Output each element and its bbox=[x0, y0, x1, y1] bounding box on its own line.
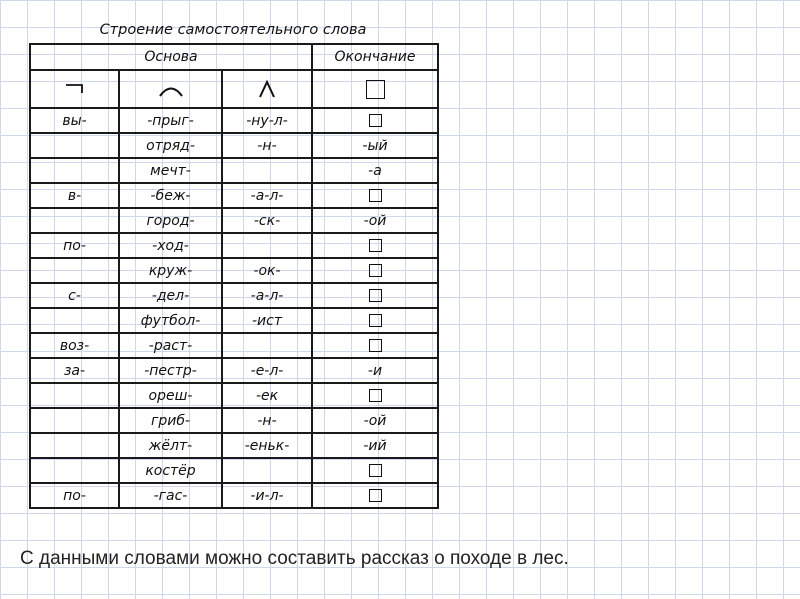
prefix-cell: воз- bbox=[30, 333, 119, 358]
root-cell: -ход- bbox=[119, 233, 222, 258]
header-row bbox=[30, 44, 438, 70]
prefix-symbol-cell bbox=[30, 70, 119, 108]
ending-cell bbox=[312, 458, 438, 483]
root-cell: круж- bbox=[119, 258, 222, 283]
root-cell: костёр bbox=[119, 458, 222, 483]
prefix-cell: за- bbox=[30, 358, 119, 383]
root-cell: -беж- bbox=[119, 183, 222, 208]
empty-ending-box-icon bbox=[369, 239, 382, 252]
root-symbol-icon bbox=[156, 80, 186, 98]
prefix-cell: в- bbox=[30, 183, 119, 208]
suffix-cell: -еньк- bbox=[222, 433, 312, 458]
suffix-cell: -ск- bbox=[222, 208, 312, 233]
table-row bbox=[30, 408, 438, 433]
suffix-cell: -ек bbox=[222, 383, 312, 408]
table-title: Строение самостоятельного слова bbox=[99, 22, 367, 38]
suffix-cell: -а-л- bbox=[222, 283, 312, 308]
empty-ending-box-icon bbox=[369, 264, 382, 277]
prefix-cell bbox=[30, 408, 119, 433]
empty-ending-box-icon bbox=[369, 489, 382, 502]
ending-symbol-cell bbox=[312, 70, 438, 108]
table-row bbox=[30, 308, 438, 333]
prefix-cell bbox=[30, 433, 119, 458]
suffix-symbol-icon bbox=[256, 79, 278, 99]
table-row bbox=[30, 458, 438, 483]
prefix-cell bbox=[30, 208, 119, 233]
suffix-cell: -е-л- bbox=[222, 358, 312, 383]
empty-ending-box-icon bbox=[369, 314, 382, 327]
root-cell: жёлт- bbox=[119, 433, 222, 458]
ending-cell bbox=[312, 483, 438, 508]
ending-header: Окончание bbox=[312, 44, 438, 70]
ending-cell bbox=[312, 258, 438, 283]
prefix-cell bbox=[30, 133, 119, 158]
root-cell: футбол- bbox=[119, 308, 222, 333]
table-row bbox=[30, 283, 438, 308]
suffix-cell: -ист bbox=[222, 308, 312, 333]
empty-ending-box-icon bbox=[369, 389, 382, 402]
table-row bbox=[30, 258, 438, 283]
prefix-symbol-icon bbox=[63, 81, 87, 97]
ending-cell bbox=[312, 333, 438, 358]
symbols-row bbox=[30, 70, 438, 108]
prefix-cell bbox=[30, 308, 119, 333]
suffix-cell bbox=[222, 233, 312, 258]
ending-cell bbox=[312, 233, 438, 258]
table-row bbox=[30, 158, 438, 183]
prefix-cell: с- bbox=[30, 283, 119, 308]
suffix-cell: -н- bbox=[222, 133, 312, 158]
suffix-cell bbox=[222, 158, 312, 183]
table-row bbox=[30, 233, 438, 258]
root-cell: гриб- bbox=[119, 408, 222, 433]
ending-cell: -ой bbox=[312, 208, 438, 233]
ending-cell: -и bbox=[312, 358, 438, 383]
suffix-cell bbox=[222, 458, 312, 483]
root-cell: -дел- bbox=[119, 283, 222, 308]
prefix-cell bbox=[30, 258, 119, 283]
root-symbol-cell bbox=[119, 70, 222, 108]
prefix-cell: вы- bbox=[30, 108, 119, 133]
prefix-cell bbox=[30, 458, 119, 483]
ending-cell bbox=[312, 308, 438, 333]
table-row bbox=[30, 183, 438, 208]
ending-cell: -ый bbox=[312, 133, 438, 158]
suffix-cell: -н- bbox=[222, 408, 312, 433]
prefix-cell bbox=[30, 383, 119, 408]
empty-ending-box-icon bbox=[369, 189, 382, 202]
empty-ending-box-icon bbox=[369, 464, 382, 477]
root-cell: отряд- bbox=[119, 133, 222, 158]
ending-cell: -а bbox=[312, 158, 438, 183]
root-cell: ореш- bbox=[119, 383, 222, 408]
root-cell: город- bbox=[119, 208, 222, 233]
prefix-cell bbox=[30, 158, 119, 183]
root-cell: -прыг- bbox=[119, 108, 222, 133]
suffix-cell: -а-л- bbox=[222, 183, 312, 208]
ending-cell bbox=[312, 183, 438, 208]
word-structure-table bbox=[29, 43, 439, 509]
prefix-cell: по- bbox=[30, 483, 119, 508]
ending-box-icon bbox=[366, 80, 385, 99]
ending-cell bbox=[312, 283, 438, 308]
ending-cell bbox=[312, 383, 438, 408]
caption-text: С данными словами можно составить рассказ о походе в лес. bbox=[20, 548, 569, 569]
root-cell: -раст- bbox=[119, 333, 222, 358]
empty-ending-box-icon bbox=[369, 114, 382, 127]
table-row bbox=[30, 483, 438, 508]
stem-header: Основа bbox=[30, 44, 312, 70]
table-row bbox=[30, 108, 438, 133]
empty-ending-box-icon bbox=[369, 339, 382, 352]
table-row bbox=[30, 133, 438, 158]
table-row bbox=[30, 333, 438, 358]
table-row bbox=[30, 208, 438, 233]
prefix-cell: по- bbox=[30, 233, 119, 258]
table-row bbox=[30, 433, 438, 458]
root-cell: -пестр- bbox=[119, 358, 222, 383]
suffix-cell: -ок- bbox=[222, 258, 312, 283]
suffix-symbol-cell bbox=[222, 70, 312, 108]
suffix-cell bbox=[222, 333, 312, 358]
root-cell: -гас- bbox=[119, 483, 222, 508]
ending-cell: -ой bbox=[312, 408, 438, 433]
root-cell: мечт- bbox=[119, 158, 222, 183]
table-row bbox=[30, 383, 438, 408]
suffix-cell: -и-л- bbox=[222, 483, 312, 508]
ending-cell: -ий bbox=[312, 433, 438, 458]
empty-ending-box-icon bbox=[369, 289, 382, 302]
table-row bbox=[30, 358, 438, 383]
suffix-cell: -ну-л- bbox=[222, 108, 312, 133]
ending-cell bbox=[312, 108, 438, 133]
